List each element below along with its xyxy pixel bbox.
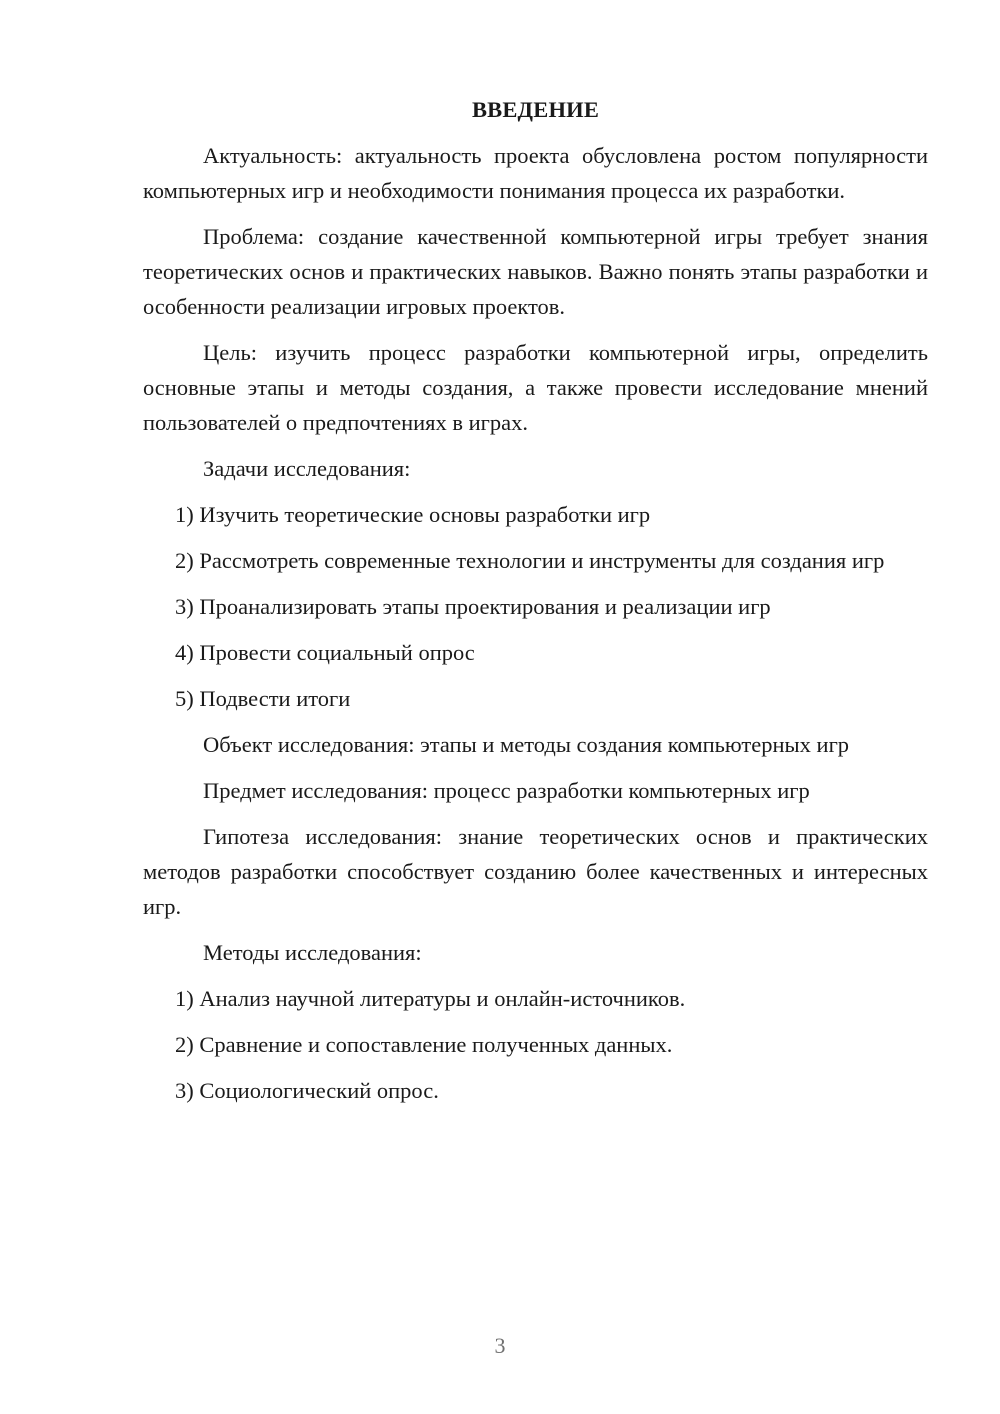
task-item: 3) Проанализировать этапы проектирования и реализации игр	[175, 594, 771, 619]
paragraph-subject: Предмет исследования: процесс разработки компьютерных игр	[203, 778, 810, 803]
method-item: 3) Социологический опрос.	[175, 1078, 439, 1103]
document-page	[143, 95, 928, 1119]
page-number: 3	[494, 1333, 506, 1358]
method-item: 1) Анализ научной литературы и онлайн-источников.	[175, 986, 686, 1011]
task-item: 5) Подвести итоги	[175, 686, 351, 711]
paragraph-hypothesis: Гипотеза исследования: знание теоретических основ и практических методов разработки способствует созданию более качественных и интересных игр.	[143, 824, 928, 919]
task-item: 1) Изучить теоретические основы разработки игр	[175, 502, 651, 527]
paragraph-goal: Цель: изучить процесс разработки компьютерной игры, определить основные этапы и методы создания, а также провести исследование мнений пользователей о предпочтениях в играх.	[143, 340, 928, 435]
method-item: 2) Сравнение и сопоставление полученных данных.	[175, 1032, 673, 1057]
task-item: 4) Провести социальный опрос	[175, 640, 475, 665]
section-title: ВВЕДЕНИЕ	[471, 97, 600, 122]
paragraph-problem: Проблема: создание качественной компьютерной игры требует знания теоретических основ и практических навыков. Важно понять этапы разработки и особенности реализации игровых проектов.	[143, 224, 928, 319]
paragraph-relevance: Актуальность: актуальность проекта обусловлена ростом популярности компьютерных игр и необходимости понимания процесса их разработки.	[143, 143, 928, 203]
task-item: 2) Рассмотреть современные технологии и инструменты для создания игр	[175, 548, 885, 573]
paragraph-object: Объект исследования: этапы и методы создания компьютерных игр	[203, 732, 850, 757]
tasks-heading: Задачи исследования:	[203, 456, 411, 481]
methods-heading: Методы исследования:	[203, 940, 422, 965]
